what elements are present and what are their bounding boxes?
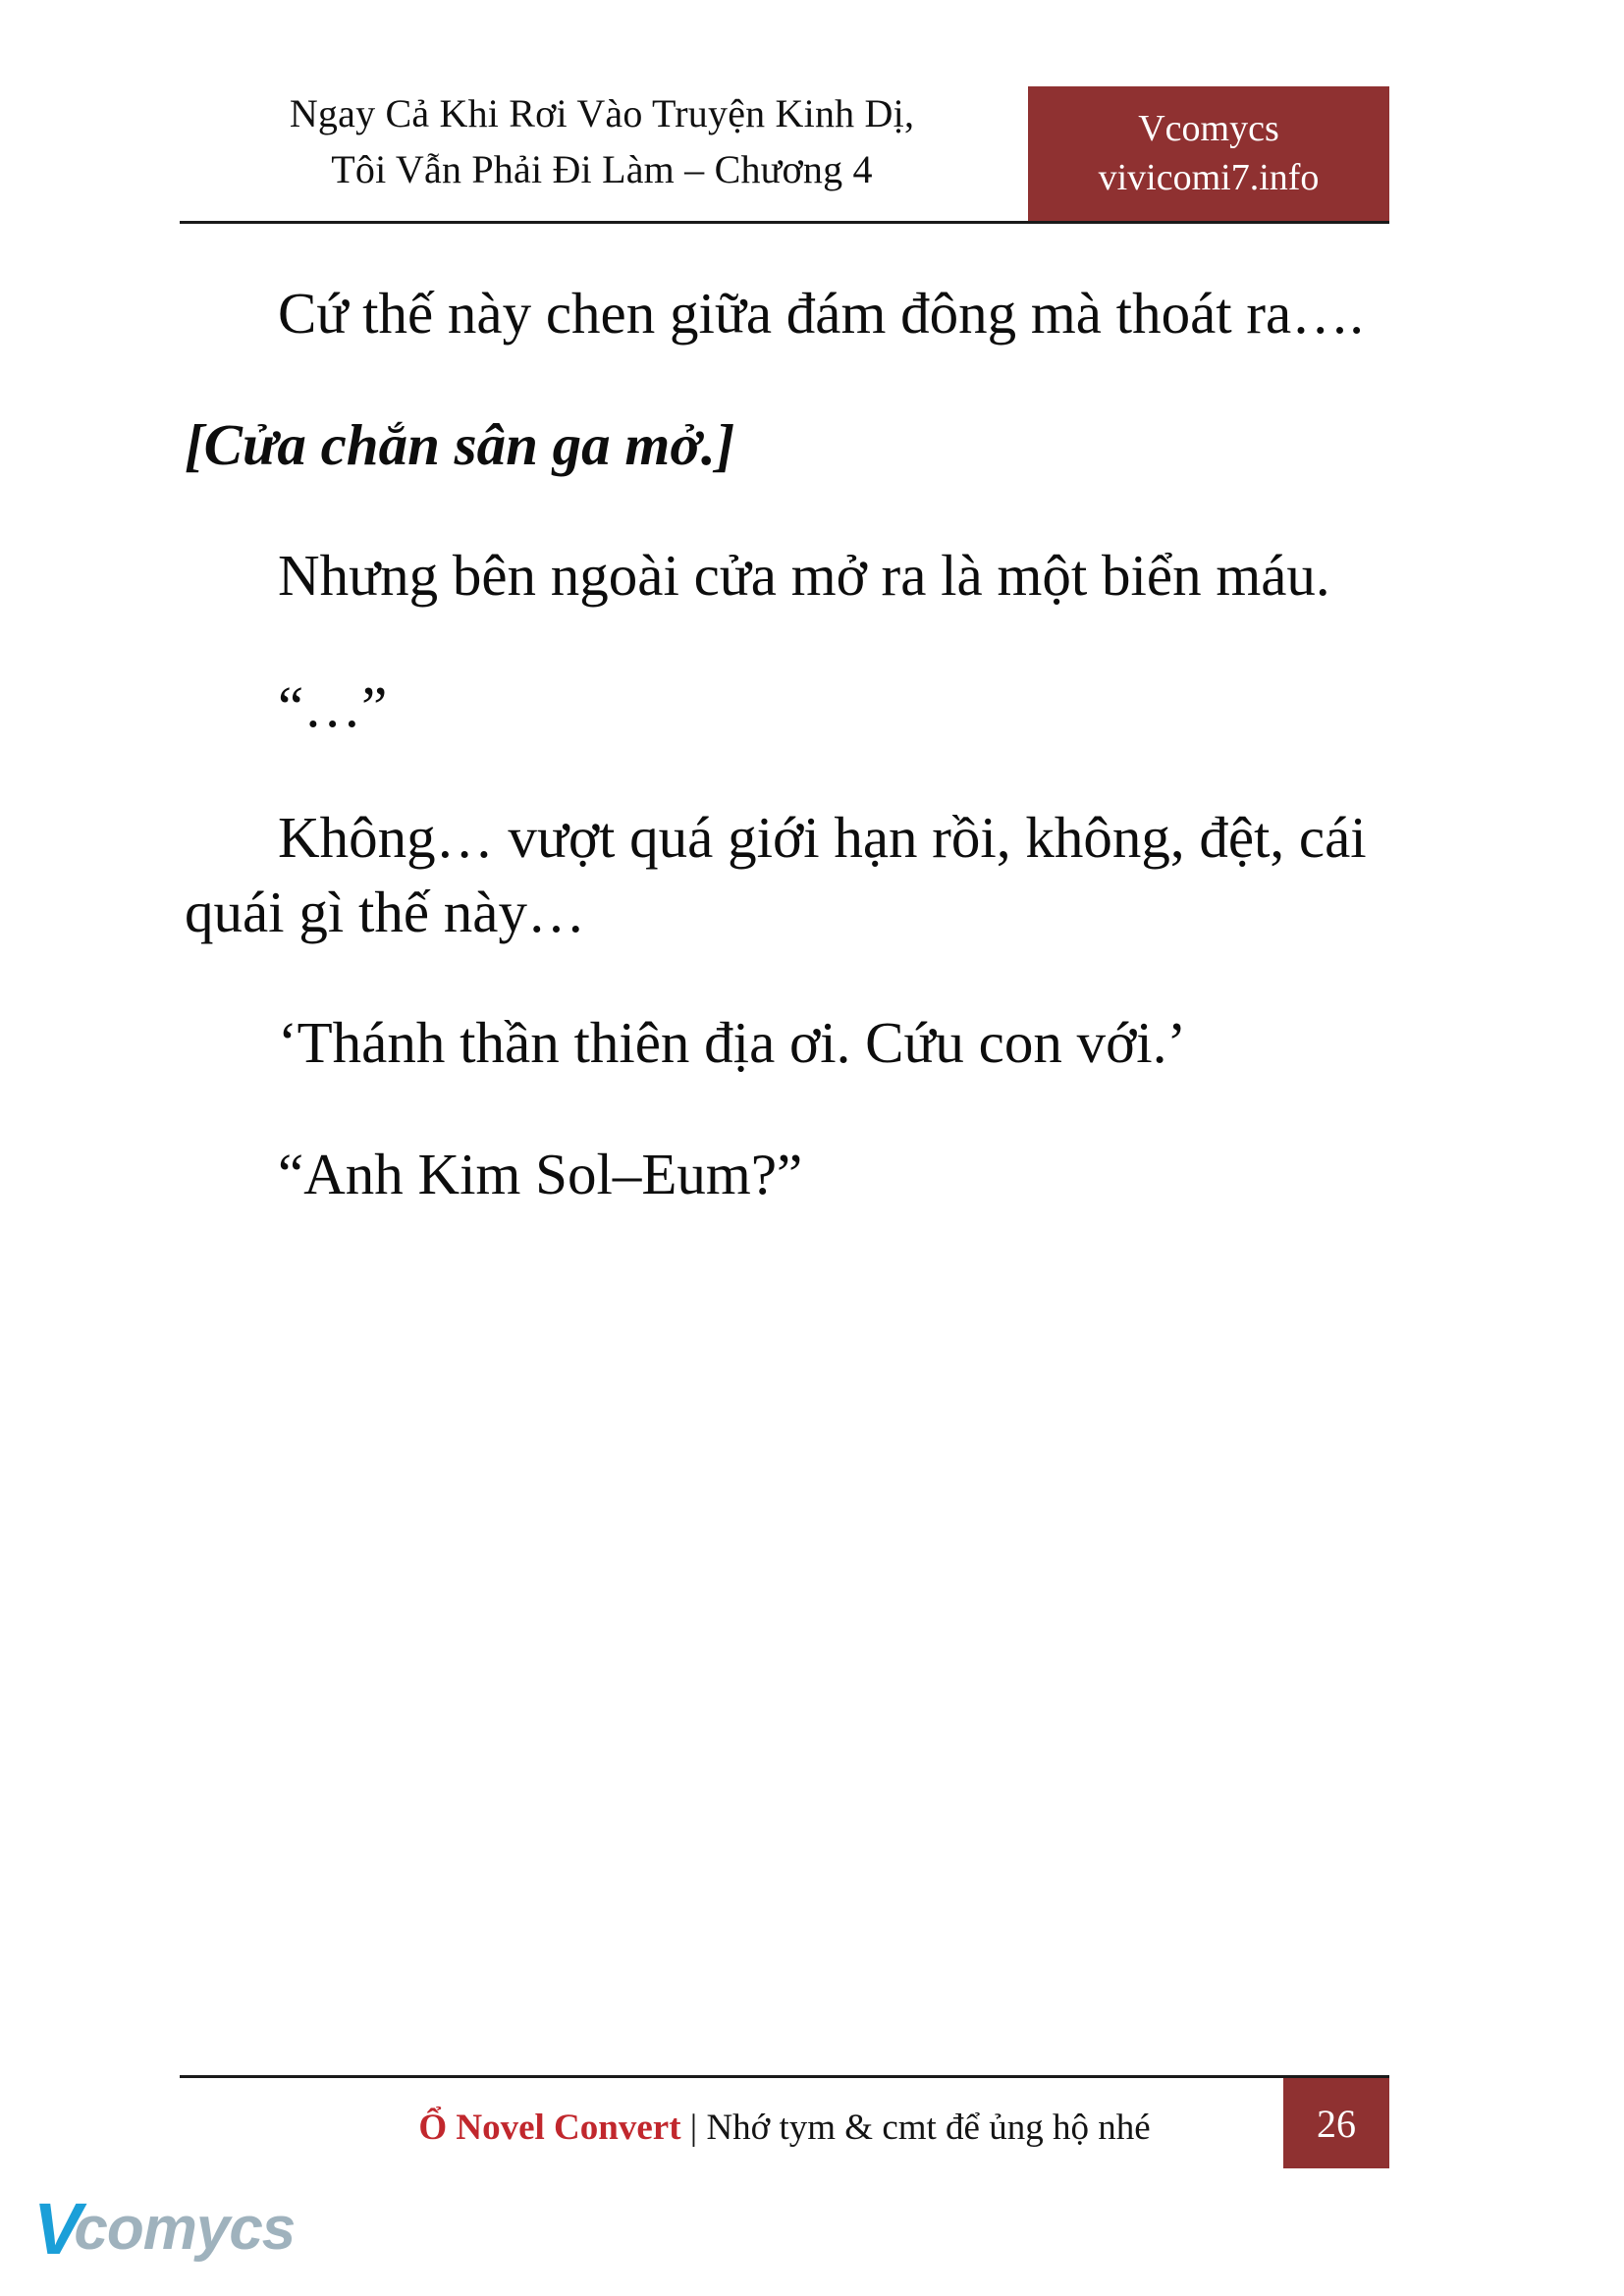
logo-wordmark: comycs xyxy=(74,2195,296,2263)
vcomycs-logo xyxy=(33,2187,296,2271)
page-header xyxy=(180,86,1389,224)
page-number: 26 xyxy=(1283,2078,1389,2168)
paragraph: “…” xyxy=(278,673,388,739)
site-badge-brand: Vcomycs xyxy=(1138,108,1279,150)
page-footer xyxy=(180,2075,1389,2183)
footer-credit xyxy=(418,2107,1150,2149)
header-title xyxy=(180,86,1024,198)
scene-direction: [Cửa chắn sân ga mở.] xyxy=(185,411,735,477)
paragraph: Không… vượt quá giới hạn rồi, không, đệt, cái quái gì thế này… xyxy=(185,805,1367,944)
paragraph: Nhưng bên ngoài cửa mở ra là một biển máu. xyxy=(278,543,1330,609)
logo-initial: V xyxy=(33,2188,81,2269)
site-badge-url: vivicomi7.info xyxy=(1098,156,1320,198)
site-badge xyxy=(1028,86,1389,221)
footer-content xyxy=(180,2078,1389,2176)
paragraph: “Anh Kim Sol–Eum?” xyxy=(278,1141,803,1206)
footer-note: Nhớ tym & cmt để ủng hộ nhé xyxy=(706,2107,1151,2148)
header-title-line-1: Ngay Cả Khi Rơi Vào Truyện Kinh Dị, xyxy=(289,91,915,135)
paragraph: Cứ thế này chen giữa đám đông mà thoát ra…. xyxy=(278,281,1364,346)
header-divider xyxy=(180,221,1389,224)
footer-brand: Ổ Novel Convert xyxy=(418,2107,681,2148)
page-content xyxy=(185,277,1432,1268)
footer-separator: | xyxy=(680,2107,707,2148)
paragraph: ‘Thánh thần thiên địa ơi. Cứu con với.’ xyxy=(278,1010,1187,1076)
header-title-line-2: Tôi Vẫn Phải Đi Làm – Chương 4 xyxy=(331,146,873,191)
